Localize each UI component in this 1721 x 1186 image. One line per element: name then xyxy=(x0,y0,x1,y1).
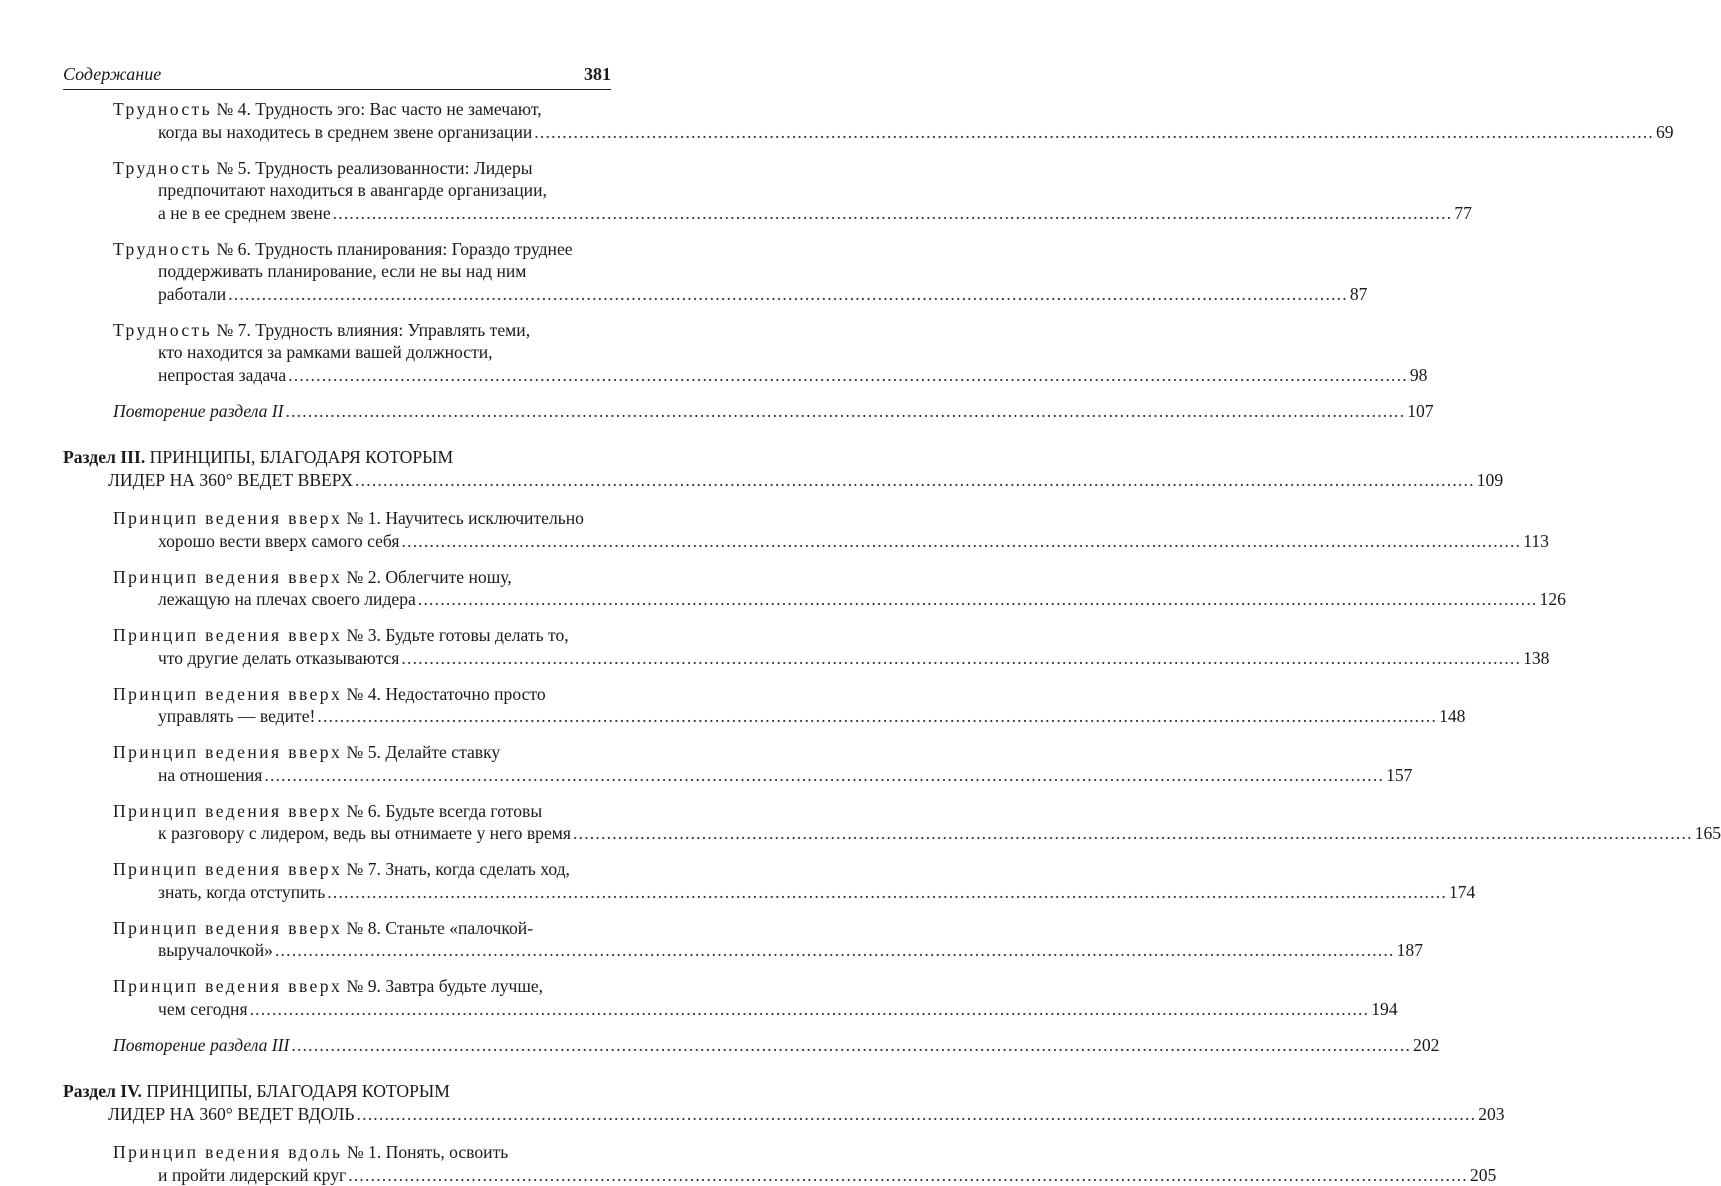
toc-text: ЛИДЕР НА 360° ВЕДЕТ ВДОЛЬ xyxy=(108,1103,355,1126)
toc-entry xyxy=(0,507,613,552)
toc-section-heading xyxy=(0,1080,613,1103)
entry-label: Принцип ведения вверх xyxy=(113,859,342,879)
entry-title: № 4. Трудность эго: Вас часто не замечают, xyxy=(212,99,542,119)
toc-entry-first-line xyxy=(0,624,613,647)
toc-section-heading xyxy=(0,446,613,469)
entry-label: Принцип ведения вверх xyxy=(113,918,342,938)
leader-dots: ........................................................................................................................................................................................................ xyxy=(402,530,1522,553)
toc-page-number: 174 xyxy=(1449,881,1475,904)
entry-label: Принцип ведения вверх xyxy=(113,801,342,821)
toc-entry-line: предпочитают находиться в авангарде организации, xyxy=(0,179,613,202)
book-page xyxy=(0,0,701,1001)
leader-dots: ........................................................................................................................................................................................................ xyxy=(355,469,1475,492)
toc-entry-line: поддерживать планирование, если не вы над ним xyxy=(0,260,613,283)
entry-title: № 2. Облегчите ношу, xyxy=(342,567,512,587)
leader-dots: ........................................................................................................................................................................................................ xyxy=(288,364,1408,387)
toc-entry-first-line xyxy=(0,975,613,998)
toc-page-number: 107 xyxy=(1407,400,1433,423)
toc-leader-line xyxy=(0,530,613,553)
toc-entry-first-line xyxy=(0,917,613,940)
toc-text: ЛИДЕР НА 360° ВЕДЕТ ВВЕРХ xyxy=(108,469,353,492)
toc-entry xyxy=(0,566,613,611)
toc-text: непростая задача xyxy=(158,364,286,387)
toc-text: и пройти лидерский круг xyxy=(158,1164,346,1186)
toc-text: знать, когда отступить xyxy=(158,881,325,904)
running-head-title: Содержание xyxy=(63,64,161,85)
toc-review-entry xyxy=(0,1034,613,1057)
toc-text: когда вы находитесь в среднем звене организации xyxy=(158,121,532,144)
leader-dots: ........................................................................................................................................................................................................ xyxy=(286,400,1406,423)
entry-label: Принцип ведения вверх xyxy=(113,684,342,704)
toc-entry-first-line xyxy=(0,238,613,261)
toc-entry-first-line xyxy=(0,683,613,706)
leader-dots: ........................................................................................................................................................................................................ xyxy=(250,998,1370,1021)
toc-page-number: 205 xyxy=(1470,1164,1496,1186)
entry-title: № 4. Недостаточно просто xyxy=(342,684,545,704)
entry-label: Принцип ведения вверх xyxy=(113,567,342,587)
entry-title: № 3. Будьте готовы делать то, xyxy=(342,625,569,645)
entry-title: № 7. Трудность влияния: Управлять теми, xyxy=(212,320,530,340)
entry-title: № 1. Научитесь исключительно xyxy=(342,508,584,528)
toc-entry xyxy=(0,858,613,903)
toc-entry xyxy=(0,98,613,143)
entry-label: Принцип ведения вверх xyxy=(113,976,342,996)
toc-page-number: 126 xyxy=(1540,588,1566,611)
entry-label: Принцип ведения вверх xyxy=(113,625,342,645)
toc-page-number: 165 xyxy=(1695,822,1721,845)
toc-text: что другие делать отказываются xyxy=(158,647,399,670)
toc-leader-line xyxy=(0,202,613,225)
toc-leader-line xyxy=(0,998,613,1021)
entry-label: Трудность xyxy=(113,99,212,119)
toc-entry-first-line xyxy=(0,741,613,764)
toc-entry-first-line xyxy=(0,98,613,121)
toc-page-number: 194 xyxy=(1371,998,1397,1021)
leader-dots: ........................................................................................................................................................................................................ xyxy=(275,939,1395,962)
toc-leader-line xyxy=(0,121,613,144)
toc-page-number: 187 xyxy=(1397,939,1423,962)
leader-dots: ........................................................................................................................................................................................................ xyxy=(327,881,1447,904)
toc-entry xyxy=(0,741,613,786)
toc-page-number: 203 xyxy=(1478,1103,1504,1126)
entry-label: Трудность xyxy=(113,320,212,340)
toc-page-number: 148 xyxy=(1439,705,1465,728)
toc-leader-line xyxy=(0,283,613,306)
section-title: ПРИНЦИПЫ, БЛАГОДАРЯ КОТОРЫМ xyxy=(142,1081,450,1101)
toc-leader-line xyxy=(0,1164,613,1186)
toc-text: к разговору с лидером, ведь вы отнимаете у него время xyxy=(158,822,571,845)
toc-leader-line xyxy=(0,881,613,904)
toc-text: управлять — ведите! xyxy=(158,705,315,728)
section-label: Раздел IV. xyxy=(63,1081,142,1101)
toc-text: хорошо вести вверх самого себя xyxy=(158,530,400,553)
toc-text: выручалочкой» xyxy=(158,939,273,962)
toc-leader-line xyxy=(0,822,613,845)
toc-entry xyxy=(0,1141,613,1186)
toc-leader-line xyxy=(0,400,613,423)
leader-dots: ........................................................................................................................................................................................................ xyxy=(534,121,1654,144)
toc-page-number: 98 xyxy=(1410,364,1428,387)
toc-entry xyxy=(0,157,613,225)
entry-title: № 6. Будьте всегда готовы xyxy=(342,801,542,821)
toc-leader-line xyxy=(0,705,613,728)
toc-entry-line: кто находится за рамками вашей должности, xyxy=(0,341,613,364)
toc-page-number: 109 xyxy=(1477,469,1503,492)
toc-entry xyxy=(0,319,613,387)
toc-text: на отношения xyxy=(158,764,262,787)
entry-title: № 7. Знать, когда сделать ход, xyxy=(342,859,570,879)
section-label: Раздел III. xyxy=(63,447,145,467)
toc-page-number: 87 xyxy=(1350,283,1368,306)
leader-dots: ........................................................................................................................................................................................................ xyxy=(264,764,1384,787)
toc-leader-line xyxy=(0,647,613,670)
toc-text: Повторение раздела II xyxy=(113,400,284,423)
toc-text: работали xyxy=(158,283,226,306)
leader-dots: ........................................................................................................................................................................................................ xyxy=(333,202,1453,225)
toc-page-number: 157 xyxy=(1386,764,1412,787)
toc-page-number: 69 xyxy=(1656,121,1674,144)
entry-label: Принцип ведения вдоль xyxy=(113,1142,342,1162)
toc-entry-first-line xyxy=(0,157,613,180)
leader-dots: ........................................................................................................................................................................................................ xyxy=(291,1034,1411,1057)
toc-entry xyxy=(0,800,613,845)
leader-dots: ........................................................................................................................................................................................................ xyxy=(357,1103,1477,1126)
toc-section-entry xyxy=(0,446,613,491)
page-number: 381 xyxy=(584,64,611,85)
toc-page-number: 113 xyxy=(1523,530,1549,553)
toc-leader-line xyxy=(0,469,613,492)
section-title: ПРИНЦИПЫ, БЛАГОДАРЯ КОТОРЫМ xyxy=(145,447,453,467)
entry-title: № 9. Завтра будьте лучше, xyxy=(342,976,543,996)
entry-label: Трудность xyxy=(113,158,212,178)
toc-entry xyxy=(0,975,613,1020)
entry-label: Принцип ведения вверх xyxy=(113,742,342,762)
leader-dots: ........................................................................................................................................................................................................ xyxy=(228,283,1348,306)
entry-label: Трудность xyxy=(113,239,212,259)
toc-entry-first-line xyxy=(0,319,613,342)
leader-dots: ........................................................................................................................................................................................................ xyxy=(401,647,1521,670)
toc-leader-line xyxy=(0,764,613,787)
toc-review-entry xyxy=(0,400,613,423)
entry-title: № 6. Трудность планирования: Гораздо труднее xyxy=(212,239,573,259)
leader-dots: ........................................................................................................................................................................................................ xyxy=(348,1164,1468,1186)
toc-section-entry xyxy=(0,1080,613,1125)
toc-entry-first-line xyxy=(0,566,613,589)
toc-text: Повторение раздела III xyxy=(113,1034,289,1057)
toc-leader-line xyxy=(0,364,613,387)
toc-entry xyxy=(0,683,613,728)
toc-entry xyxy=(0,917,613,962)
entry-label: Принцип ведения вверх xyxy=(113,508,342,528)
toc-page-number: 77 xyxy=(1454,202,1472,225)
leader-dots: ........................................................................................................................................................................................................ xyxy=(317,705,1437,728)
toc-text: лежащую на плечах своего лидера xyxy=(158,588,416,611)
toc-entry-first-line xyxy=(0,1141,613,1164)
toc-entry xyxy=(0,624,613,669)
toc-text: чем сегодня xyxy=(158,998,248,1021)
toc-entry xyxy=(0,238,613,306)
toc-text: а не в ее среднем звене xyxy=(158,202,331,225)
entry-title: № 8. Станьте «палочкой- xyxy=(342,918,533,938)
toc-leader-line xyxy=(0,1103,613,1126)
toc-leader-line xyxy=(0,1034,613,1057)
toc-leader-line xyxy=(0,939,613,962)
entry-title: № 5. Делайте ставку xyxy=(342,742,500,762)
leader-dots: ........................................................................................................................................................................................................ xyxy=(573,822,1693,845)
toc-entry-first-line xyxy=(0,858,613,881)
toc-page-number: 202 xyxy=(1413,1034,1439,1057)
toc-page-number: 138 xyxy=(1523,647,1549,670)
entry-title: № 5. Трудность реализованности: Лидеры xyxy=(212,158,533,178)
toc-entry-first-line xyxy=(0,507,613,530)
entry-title: № 1. Понять, освоить xyxy=(342,1142,508,1162)
running-head xyxy=(63,60,611,90)
toc-leader-line xyxy=(0,588,613,611)
leader-dots: ........................................................................................................................................................................................................ xyxy=(418,588,1538,611)
toc-entry-first-line xyxy=(0,800,613,823)
